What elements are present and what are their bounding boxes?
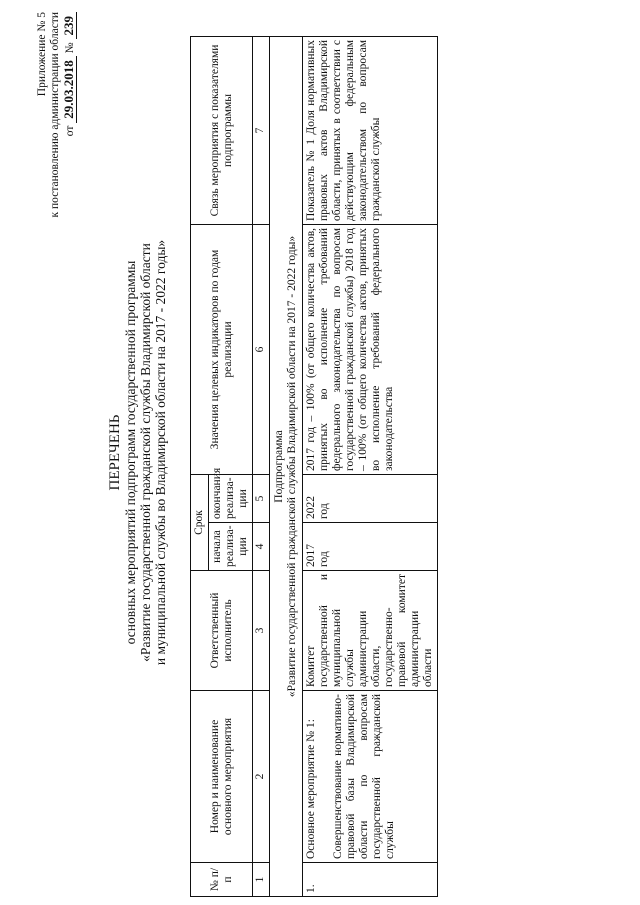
appendix-number: 239 [61,12,77,40]
header-end: окончания реализа-ции [209,474,253,522]
heading-line-1: основных мероприятий подпрограмм государственной программы [123,260,138,645]
appendix-block [36,12,77,312]
indicators-cell: 2017 год – 100% (от общего количества актов, принятых во исполнение требований федерального законодательства по вопросам государственной гражданской службы) 2018 год – 100% (от общего количества актов, принятых во исполнение требований федерального законодательства [303,224,438,474]
measure-text: Совершенствование нормативно-правовой базы Владимирской области по вопросам государственной гражданской службы [332,694,396,859]
measures-table [190,36,438,897]
table-header-row [191,36,209,896]
heading-line-3: и муниципальной службы во Владимирской области на 2017 - 2022 годы» [153,239,168,666]
header-term: Срок [191,474,209,570]
subprogram-row [270,36,303,896]
column-numbers-row [253,36,270,896]
page-title: ПЕРЕЧЕНЬ [107,414,123,491]
column-number: 2 [253,691,270,863]
appendix-num-sign: № [64,42,76,54]
subprogram-label: Подпрограмма [273,430,285,503]
table-row [303,36,438,896]
header-indicators: Значения целевых индикаторов по годам реализации [191,224,253,474]
executor-cell: Комитет государственной и муниципальной службы администрации области, государственно-правовой комитет администрации области [303,571,438,691]
header-measure: Номер и наименование основного мероприятия [191,691,253,863]
column-number: 6 [253,224,270,474]
appendix-date-line [62,12,77,312]
row-number: 1. [303,863,438,897]
column-number: 5 [253,474,270,522]
subprogram-cell [270,36,303,896]
document-heading [108,0,168,905]
appendix-title: Приложение № 5 [36,12,48,97]
appendix-resolution: к постановлению администрации области [49,12,61,218]
column-number: 3 [253,571,270,691]
measure-cell [303,691,438,863]
appendix-date: 29.03.2018 [61,56,77,123]
measure-title: Основное мероприятие № 1: [305,719,317,859]
link-cell: Показатель № 1 Доля нормативных правовых актов Владимирской области, принятых в соответствии с действующим федеральным законодательством по вопросам гражданской службы [303,36,438,224]
subprogram-name: «Развитие государственной гражданской службы Владимирской области на 2017 - 2022 годы» [286,235,298,698]
appendix-from: от [64,125,76,137]
header-link: Связь мероприятия с показателями подпрограммы [191,36,253,224]
header-executor: Ответственный исполнитель [191,571,253,691]
heading-line-2: «Развитие государственной гражданской службы Владимирской области [138,243,153,662]
column-number: 4 [253,523,270,571]
start-cell: 2017 год [303,523,438,571]
header-num: № п/п [191,863,253,897]
column-number: 7 [253,36,270,224]
header-start: начала реализа-ции [209,523,253,571]
end-cell: 2022 год [303,474,438,522]
column-number: 1 [253,863,270,897]
